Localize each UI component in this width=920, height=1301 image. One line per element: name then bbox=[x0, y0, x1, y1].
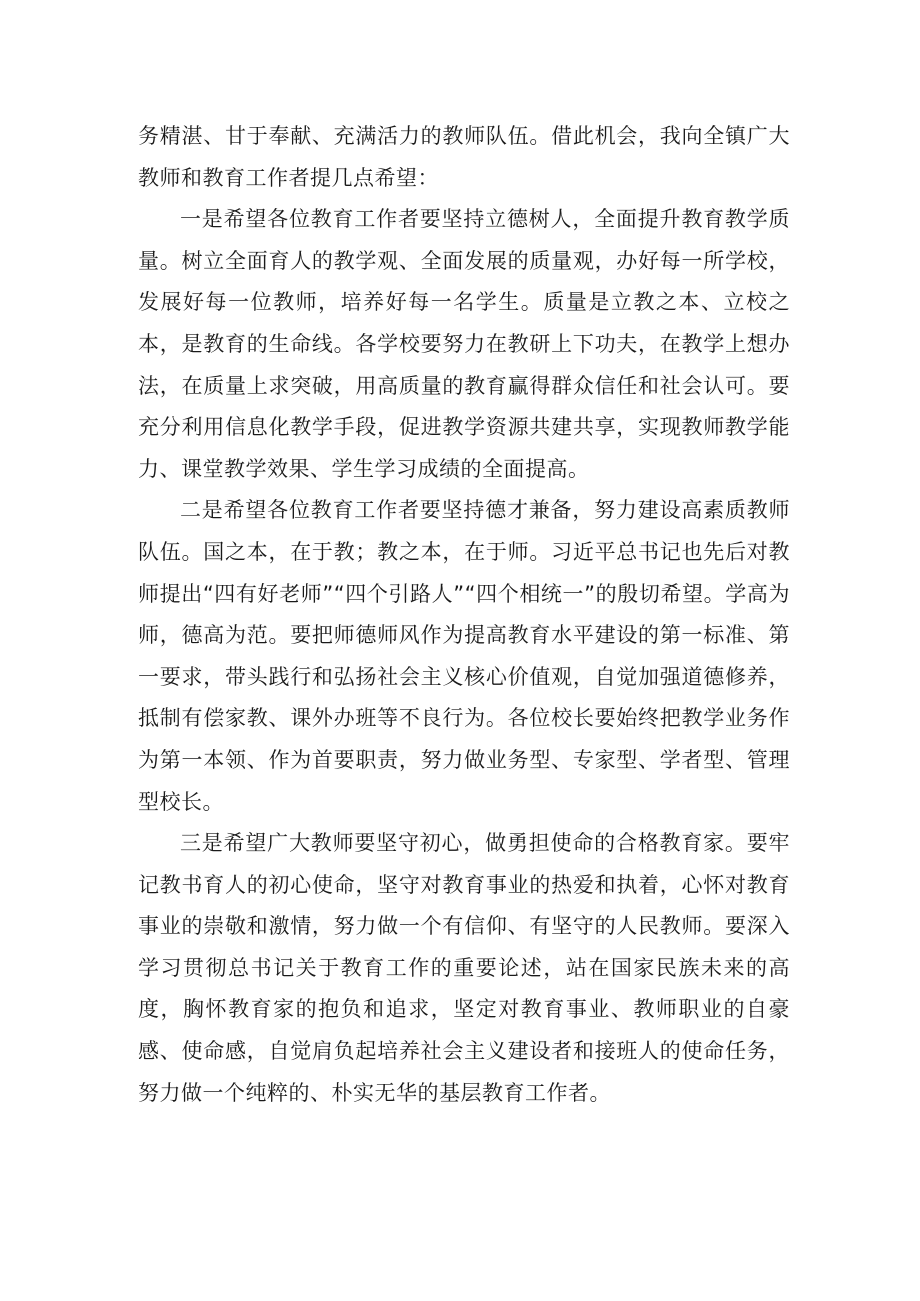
document-body bbox=[138, 116, 790, 1114]
paragraph-hope-two: 二是希望各位教育工作者要坚持德才兼备，努力建设高素质教师队伍。国之本，在于教；教之本，在于师。习近平总书记也先后对教师提出“四有好老师”“四个引路人”“四个相统一”的殷切希望。学高为师，德高为范。要把师德师风作为提高教育水平建设的第一标准、第一要求，带头践行和弘扬社会主义核心价值观，自觉加强道德修养，抵制有偿家教、课外办班等不良行为。各位校长要始终把教学业务作为第一本领、作为首要职责，努力做业务型、专家型、学者型、管理型校长。 bbox=[138, 498, 790, 814]
paragraph-continuation: 务精湛、甘于奉献、充满活力的教师队伍。借此机会，我向全镇广大教师和教育工作者提几点希望： bbox=[138, 124, 790, 190]
paragraph-hope-three: 三是希望广大教师要坚守初心，做勇担使命的合格教育家。要牢记教书育人的初心使命，坚守对教育事业的热爱和执着，心怀对教育事业的崇敬和激情，努力做一个有信仰、有坚守的人民教师。要深入学习贯彻总书记关于教育工作的重要论述，站在国家民族未来的高度，胸怀教育家的抱负和追求，坚定对教育事业、教师职业的自豪感、使命感，自觉肩负起培养社会主义建设者和接班人的使命任务，努力做一个纯粹的、朴实无华的基层教育工作者。 bbox=[138, 831, 790, 1105]
paragraph-hope-one: 一是希望各位教育工作者要坚持立德树人，全面提升教育教学质量。树立全面育人的教学观、全面发展的质量观，办好每一所学校，发展好每一位教师，培养好每一名学生。质量是立教之本、立校之本，是教育的生命线。各学校要努力在教研上下功夫，在教学上想办法，在质量上求突破，用高质量的教育赢得群众信任和社会认可。要充分利用信息化教学手段，促进教学资源共建共享，实现教师教学能力、课堂教学效果、学生学习成绩的全面提高。 bbox=[138, 207, 790, 481]
